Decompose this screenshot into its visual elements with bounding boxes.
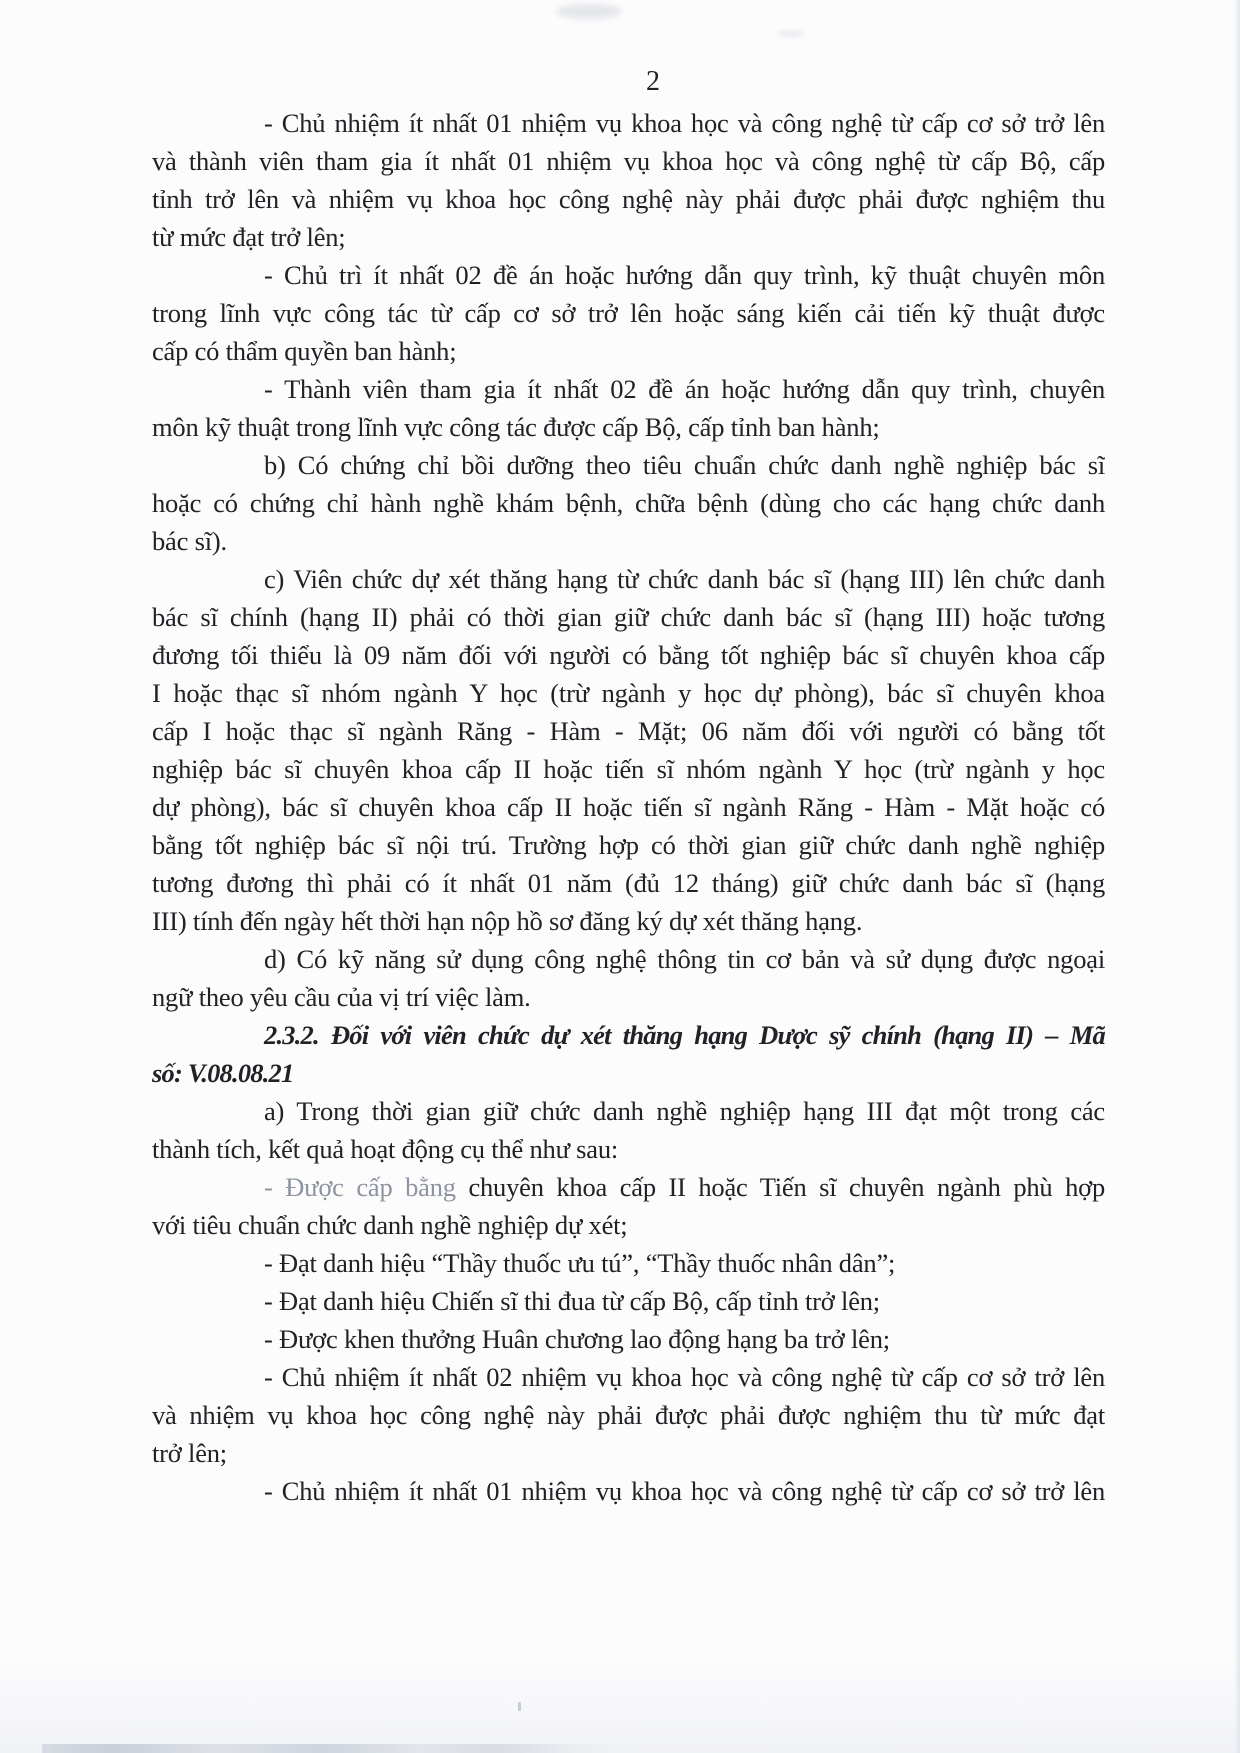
paragraph (152, 256, 1105, 370)
text-line: tương đương thì phải có ít nhất 01 năm (đủ 12 tháng) giữ chức danh bác sĩ (hạng (152, 868, 1105, 898)
text-line: bác sĩ). (152, 526, 227, 556)
page-number: 2 (646, 66, 660, 97)
text-line: số: V.08.08.21 (152, 1058, 294, 1088)
paragraph (152, 1244, 1105, 1282)
text-line: và nhiệm vụ khoa học công nghệ này phải được phải được nghiệm thu từ mức đạt (152, 1400, 1105, 1430)
text-line: bác sĩ chính (hạng II) phải có thời gian giữ chức danh bác sĩ (hạng III) hoặc tương (152, 602, 1105, 632)
scan-smudge-artifact (556, 4, 622, 19)
document-body (152, 104, 1105, 1510)
text-line: - Chủ nhiệm ít nhất 01 nhiệm vụ khoa học và công nghệ từ cấp cơ sở trở lên (264, 108, 1105, 138)
text-line: môn kỹ thuật trong lĩnh vực công tác được cấp Bộ, cấp tỉnh ban hành; (152, 412, 880, 442)
text-line: với tiêu chuẩn chức danh nghề nghiệp dự xét; (152, 1210, 628, 1240)
paragraph (152, 1282, 1105, 1320)
scan-streak-artifact (42, 1744, 627, 1753)
paragraph (152, 446, 1105, 560)
text-line: trở lên; (152, 1438, 227, 1468)
scan-speck-artifact (518, 1702, 521, 1711)
paragraph (152, 370, 1105, 446)
text-line: nghiệp bác sĩ chuyên khoa cấp II hoặc tiến sĩ nhóm ngành Y học (trừ ngành y học (152, 754, 1105, 784)
text-line: thành tích, kết quả hoạt động cụ thể như sau: (152, 1134, 619, 1164)
section-heading (152, 1016, 1105, 1092)
paragraph (152, 560, 1105, 940)
paragraph (152, 1092, 1105, 1168)
paragraph (152, 1358, 1105, 1472)
text-line: c) Viên chức dự xét thăng hạng từ chức danh bác sĩ (hạng III) lên chức danh (264, 564, 1105, 594)
text-line: - Chủ nhiệm ít nhất 02 nhiệm vụ khoa học và công nghệ từ cấp cơ sở trở lên (264, 1362, 1105, 1392)
paragraph (152, 1472, 1105, 1510)
text-line (152, 1168, 1105, 1206)
scan-edge-shadow (1234, 0, 1240, 1753)
text-line: trong lĩnh vực công tác từ cấp cơ sở trở lên hoặc sáng kiến cải tiến kỹ thuật được (152, 298, 1105, 328)
text-line: - Đạt danh hiệu Chiến sĩ thi đua từ cấp Bộ, cấp tỉnh trở lên; (264, 1286, 880, 1316)
text-line: hoặc có chứng chỉ hành nghề khám bệnh, chữa bệnh (dùng cho các hạng chức danh (152, 488, 1105, 518)
paragraph (152, 940, 1105, 1016)
text-line: b) Có chứng chỉ bồi dưỡng theo tiêu chuẩn chức danh nghề nghiệp bác sĩ (264, 450, 1105, 480)
text-line: d) Có kỹ năng sử dụng công nghệ thông tin cơ bản và sử dụng được ngoại (264, 944, 1105, 974)
text-line: 2.3.2. Đối với viên chức dự xét thăng hạng Dược sỹ chính (hạng II) – Mã (264, 1020, 1105, 1050)
text-line: cấp I hoặc thạc sĩ ngành Răng - Hàm - Mặt; 06 năm đối với người có bằng tốt (152, 716, 1105, 746)
text-line-continuation: chuyên khoa cấp II hoặc Tiến sĩ chuyên ngành phù hợp (468, 1172, 1105, 1202)
text-line: đương tối thiểu là 09 năm đối với người có bằng tốt nghiệp bác sĩ chuyên khoa cấp (152, 640, 1105, 670)
paragraph (152, 1320, 1105, 1358)
text-line: a) Trong thời gian giữ chức danh nghề nghiệp hạng III đạt một trong các (264, 1096, 1105, 1126)
paragraph (152, 104, 1105, 256)
text-line: - Đạt danh hiệu “Thầy thuốc ưu tú”, “Thầy thuốc nhân dân”; (264, 1248, 896, 1278)
text-line: - Thành viên tham gia ít nhất 02 đề án hoặc hướng dẫn quy trình, chuyên (264, 374, 1105, 404)
paragraph (152, 1168, 1105, 1244)
text-line: từ mức đạt trở lên; (152, 222, 346, 252)
text-line: bằng tốt nghiệp bác sĩ nội trú. Trường hợp có thời gian giữ chức danh nghề nghiệp (152, 830, 1105, 860)
scan-wash-artifact (0, 1658, 1240, 1753)
text-line: dự phòng), bác sĩ chuyên khoa cấp II hoặc tiến sĩ ngành Răng - Hàm - Mặt hoặc có (152, 792, 1105, 822)
text-line: ngữ theo yêu cầu của vị trí việc làm. (152, 982, 531, 1012)
text-line: - Chủ nhiệm ít nhất 01 nhiệm vụ khoa học và công nghệ từ cấp cơ sở trở lên (264, 1476, 1105, 1506)
text-line: I hoặc thạc sĩ nhóm ngành Y học (trừ ngành y học dự phòng), bác sĩ chuyên khoa (152, 678, 1105, 708)
text-line: và thành viên tham gia ít nhất 01 nhiệm vụ khoa học và công nghệ từ cấp Bộ, cấp (152, 146, 1105, 176)
text-line: - Được khen thưởng Huân chương lao động hạng ba trở lên; (264, 1324, 890, 1354)
text-line: III) tính đến ngày hết thời hạn nộp hồ sơ đăng ký dự xét thăng hạng. (152, 906, 863, 936)
faded-scan-text: - Được cấp bằng (264, 1172, 469, 1202)
text-line: - Chủ trì ít nhất 02 đề án hoặc hướng dẫn quy trình, kỹ thuật chuyên môn (264, 260, 1105, 290)
text-line: cấp có thẩm quyền ban hành; (152, 336, 457, 366)
text-line: tỉnh trở lên và nhiệm vụ khoa học công nghệ này phải được phải được nghiệm thu (152, 184, 1105, 214)
scan-smudge-artifact (778, 30, 804, 37)
